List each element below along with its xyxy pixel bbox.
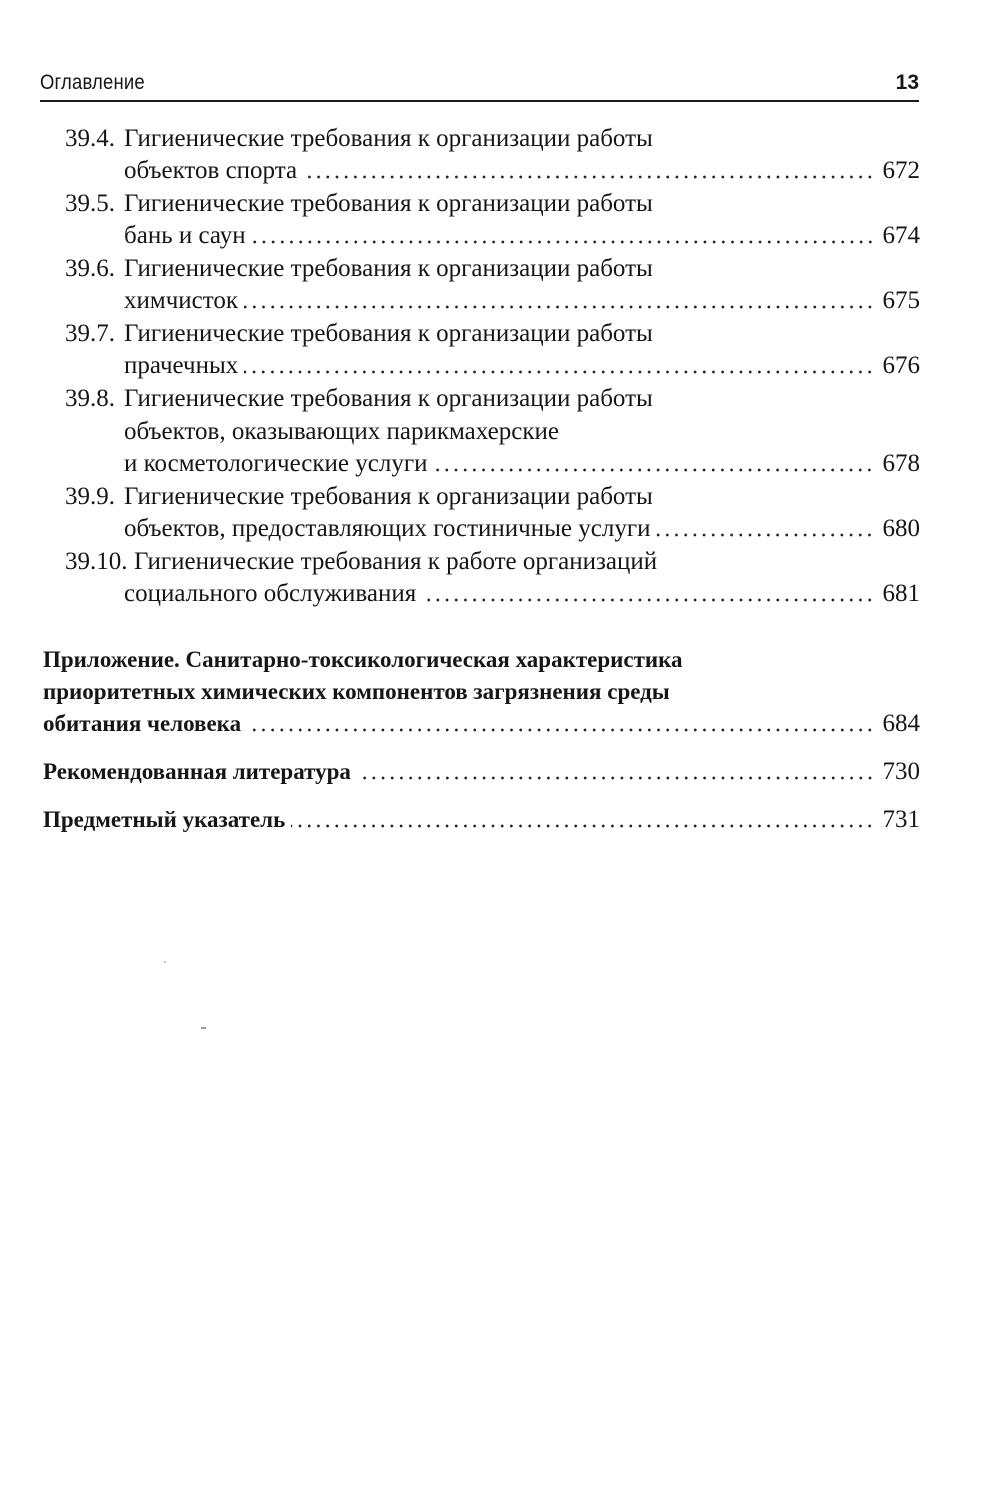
toc-entry-last-line[interactable]: [124, 220, 920, 252]
dot-leader: [252, 239, 875, 245]
toc-entry-title-line[interactable]: объектов, оказывающих парикмахерские: [124, 418, 559, 445]
toc-entry-last-line[interactable]: [124, 578, 920, 610]
toc-entry-title-line[interactable]: Гигиенические требования к работе организаций: [134, 548, 658, 575]
references-page: 730: [882, 758, 920, 785]
toc-entry-title-end: бань и саун: [124, 222, 246, 249]
toc-entry-title-end: объектов, предоставляющих гостиничные услуги: [124, 515, 651, 542]
toc-entry-last-line[interactable]: [124, 285, 920, 317]
running-header: [40, 62, 919, 102]
toc-entry-last-line[interactable]: [124, 155, 920, 187]
dot-leader: [244, 304, 875, 310]
dot-leader: [244, 369, 874, 375]
scan-speck: [201, 1027, 206, 1029]
toc-entry-title-end: прачечных: [124, 352, 239, 379]
appendix-title-line[interactable]: Приложение. Санитарно-токсикологическая характеристика: [43, 647, 683, 672]
toc-entry-number: 39.6.: [65, 255, 115, 282]
toc-entry-title-end: и косметологические услуги: [124, 450, 428, 477]
index-page: 731: [882, 806, 920, 833]
toc-entry-title-line[interactable]: Гигиенические требования к организации работы: [124, 483, 653, 510]
scan-speck: [164, 961, 166, 963]
toc-entry-page: 674: [882, 222, 920, 249]
toc-entry-page: 675: [882, 287, 920, 314]
toc-entry-title-end: социального обслуживания: [124, 580, 417, 607]
toc-entry-title-line[interactable]: Гигиенические требования к организации работы: [124, 190, 653, 217]
appendix-last-line[interactable]: [43, 708, 920, 740]
toc-entry-page: 681: [882, 580, 920, 607]
dot-leader: [247, 727, 874, 733]
toc-entry-number: 39.5.: [65, 190, 115, 217]
toc-entry-number: 39.4.: [65, 125, 115, 152]
references-line[interactable]: [43, 756, 920, 788]
appendix-title-end: обитания человека: [43, 711, 242, 736]
toc-entry-page: 678: [882, 450, 920, 477]
appendix-page: 684: [882, 710, 920, 737]
page-number: 13: [895, 71, 919, 94]
dot-leader: [357, 775, 875, 781]
toc-entry-last-line[interactable]: [124, 448, 920, 480]
toc-entry-number: 39.9.: [65, 483, 115, 510]
toc-entry-title-end: химчисток: [124, 287, 238, 314]
dot-leader: [656, 532, 874, 538]
dot-leader: [291, 823, 874, 829]
toc-entry-title-end: объектов спорта: [124, 157, 298, 184]
toc-entry-title-line[interactable]: Гигиенические требования к организации работы: [124, 320, 653, 347]
toc-entry-number: 39.8.: [65, 385, 115, 412]
running-header-title: Оглавление: [40, 71, 145, 94]
toc-entry-number: 39.7.: [65, 320, 115, 347]
references-title: Рекомендованная литература: [43, 759, 351, 784]
toc-entry-page: 676: [882, 352, 920, 379]
index-title: Предметный указатель: [43, 807, 286, 832]
dot-leader: [433, 467, 874, 473]
toc-entry-title-line[interactable]: Гигиенические требования к организации работы: [124, 385, 653, 412]
toc-entry-page: 672: [882, 157, 920, 184]
toc-entry-last-line[interactable]: [124, 513, 920, 545]
toc-entry-title-line[interactable]: Гигиенические требования к организации работы: [124, 255, 653, 282]
dot-leader: [303, 174, 874, 180]
index-line[interactable]: [43, 804, 920, 836]
toc-entry-title-line[interactable]: Гигиенические требования к организации работы: [124, 125, 653, 152]
toc-entry-number: 39.10.: [65, 548, 128, 575]
toc-entry-last-line[interactable]: [124, 350, 920, 382]
toc-entry-page: 680: [882, 515, 920, 542]
appendix-title-line[interactable]: приоритетных химических компонентов загрязнения среды: [43, 679, 670, 704]
dot-leader: [422, 597, 874, 603]
